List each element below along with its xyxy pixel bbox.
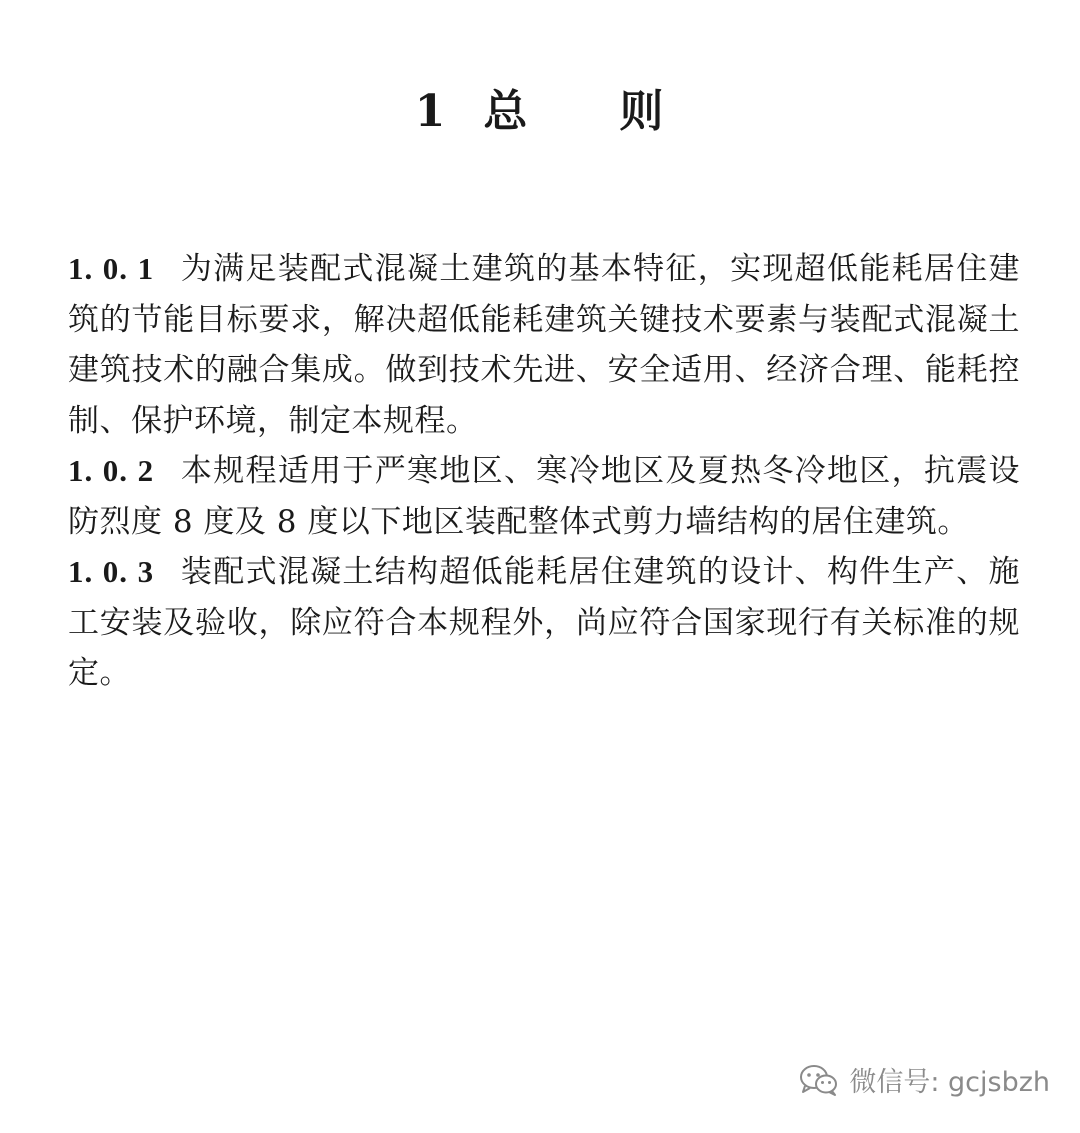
clause-text: 本规程适用于严寒地区、寒冷地区及夏热冬冷地区，抗震设防烈度 8 度及 8 度以下地区装配整体式剪力墙结构的居住建筑。 [68, 453, 1020, 540]
wechat-icon [799, 1064, 839, 1096]
clause-number: 1. 0. 2 [68, 453, 155, 488]
clause-number: 1. 0. 1 [68, 251, 155, 286]
chapter-title-part-1: 总 [483, 86, 530, 137]
clause-1-0-3 [68, 547, 1020, 699]
watermark-text: 微信号: gcjsbzh [849, 1067, 1050, 1098]
clause-1-0-2 [68, 446, 1020, 547]
clauses-body [68, 244, 1020, 699]
clause-number: 1. 0. 3 [68, 554, 155, 589]
chapter-title-part-2: 则 [619, 86, 666, 137]
wechat-watermark [799, 1060, 1050, 1099]
chapter-title [0, 82, 1080, 142]
clause-1-0-1 [68, 244, 1020, 446]
clause-text: 装配式混凝土结构超低能耗居住建筑的设计、构件生产、施工安装及验收，除应符合本规程外，尚应符合国家现行有关标准的规定。 [68, 554, 1020, 691]
clause-text: 为满足装配式混凝土建筑的基本特征，实现超低能耗居住建筑的节能目标要求，解决超低能耗建筑关键技术要素与装配式混凝土建筑技术的融合集成。做到技术先进、安全适用、经济合理、能耗控制、保护环境，制定本规程。 [68, 251, 1020, 439]
chapter-number: 1 [414, 86, 448, 137]
